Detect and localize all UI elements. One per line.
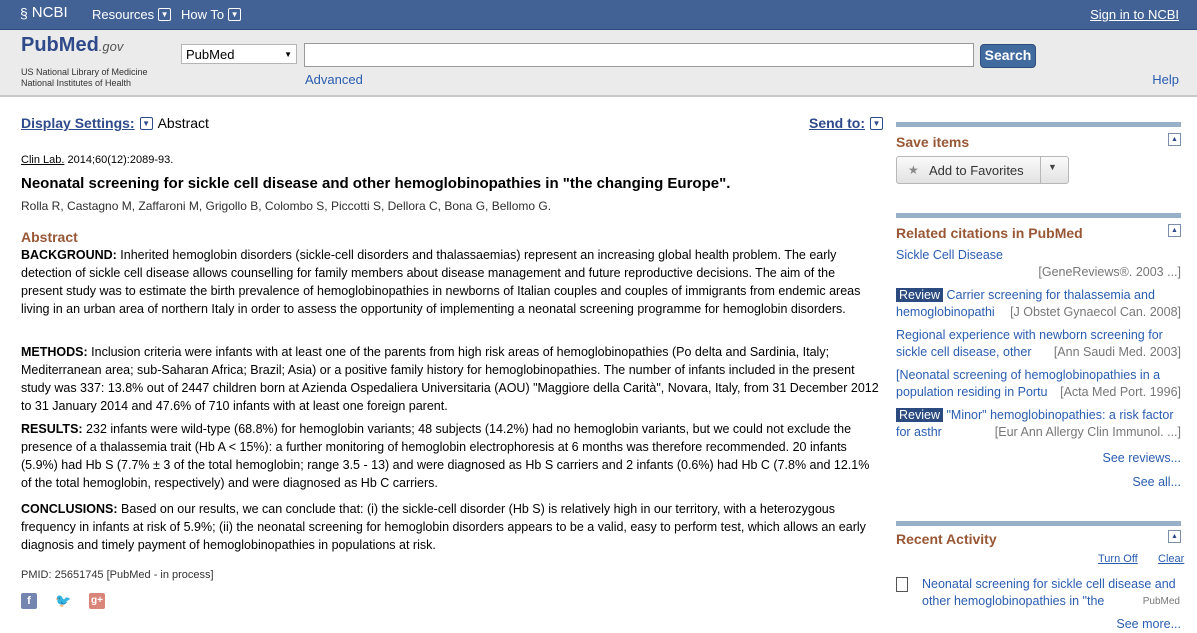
author-link[interactable]: Piccotti S [330,199,381,213]
ncbi-home-link[interactable]: § NCBI [20,4,68,21]
send-to-link[interactable]: Send to: [809,115,865,131]
sign-in-link[interactable]: Sign in to NCBI [1090,7,1179,22]
chevron-down-icon: ▼ [228,8,241,21]
ncbi-topbar [0,0,1197,30]
collapse-icon[interactable]: ▲ [1168,224,1181,237]
send-to [809,115,883,131]
article-title: Neonatal screening for sickle cell disease and other hemoglobinopathies in "the changing Europe". [21,175,731,192]
google-plus-icon[interactable]: g+ [89,593,105,609]
collapse-icon[interactable]: ▲ [1168,530,1181,543]
search-input[interactable] [304,43,974,67]
review-badge: Review [896,408,943,422]
ncbi-logo-icon: § [20,4,28,21]
author-link[interactable]: Bona G [444,199,486,213]
author-link[interactable]: Dellora C [387,199,438,213]
advanced-search-link[interactable]: Advanced [305,72,363,87]
document-icon [896,577,908,592]
help-link[interactable]: Help [1152,72,1179,87]
citation: Clin Lab. 2014;60(12):2089-93. [21,154,174,166]
display-settings-link[interactable]: Display Settings: [21,115,135,131]
related-citations-panel [896,213,1181,493]
related-item[interactable]: Review Carrier screening for thalassemia and hemoglobinopathi [J Obstet Gynaecol Can. 2008] [896,288,1181,319]
abstract-conclusions: CONCLUSIONS: Based on our results, we can conclude that: (i) the sickle-cell disorder (Hb S) is relatively high in our territory, with a heterozygous frequency in infants at risk of 5.9%; (ii) the neonatal screening for hemoglobin disorders appears to be a valid, easy to perform test, which allows an early diagnosis and timely payment of hemoglobinopathies in populations at risk. [21,502,866,552]
pubmed-header [0,30,1197,97]
social-share [21,593,105,609]
author-link[interactable]: Bellomo G [491,199,548,213]
dropdown-caret-icon[interactable]: ▼ [1048,162,1057,172]
chevron-down-icon[interactable]: ▼ [140,117,153,130]
author-link[interactable]: Castagno M [67,199,132,213]
howto-menu[interactable]: How To ▼ [181,7,241,22]
author-list: Rolla R, Castagno M, Zaffaroni M, Grigollo B, Colombo S, Piccotti S, Dellora C, Bona G, Bellomo G. [21,199,552,213]
save-items-title: Save items [896,134,970,150]
chevron-down-icon: ▼ [158,8,171,21]
chevron-down-icon[interactable]: ▼ [870,117,883,130]
abstract-methods: METHODS: Inclusion criteria were infants with at least one of the parents from high risk areas of hemoglobinopathies (Po delta and Sardinia, Italy; Mediterranean area; sub-Saharan Africa; Brazil; Asia) or a positive family history for hemoglobinopathies. The number of infants included in the present study was 337: 13.8% out of 2447 children born at Azienda Ospedaliera Universitaria (AOU) "Maggiore della Carità", Novara, Italy, from 31 December 2012 to 31 January 2014 and 47.6% of 710 infants with at least one foreign parent. [21,345,879,413]
recent-activity-title: Recent Activity [896,531,997,547]
see-reviews-link[interactable]: See reviews... [1102,451,1181,465]
display-settings [21,115,209,131]
abstract-background: BACKGROUND: Inherited hemoglobin disorders (sickle-cell disorders and thalassaemias) represent an increasing global health problem. The early detection of sickle cell disease allows counselling for family members about disease management and future reproductive decisions. The aim of the present study was to estimate the birth prevalence of hemoglobinopathies in newborns of Italian couples and couples of immigrants from endemic areas living in an urban area of northern Italy in order to assess the opportunity of implementing a neonatal screening programme for hemoglobin disorders. [21,248,861,316]
dropdown-caret-icon: ▼ [284,50,292,59]
twitter-icon[interactable]: 🐦 [55,593,72,608]
author-link[interactable]: Rolla R [21,199,61,213]
pubmed-logo[interactable]: PubMed.gov US National Library of Medicine National Institutes of Health [21,34,148,88]
abstract-results: RESULTS: 232 infants were wild-type (68.8%) for hemoglobin variants; 48 subjects (14.2%) had no hemoglobin variants, but we could not exclude the presence of a thalassemia trait (Hb A < 15%): a further monitoring of hemoglobin electrophoresis at 6 months was therefore recommended. 20 infants (5.9%) had Hb S (7.7% ± 3 of the total hemoglobin; range 3.5 - 13) and were diagnosed as Hb S carriers and 2 infants (0.6%) had Hb C (7.8% and 12.1% of the total hemoglobin, respectively) and were diagnosed as Hb C carriers. [21,422,870,490]
author-link[interactable]: Zaffaroni M [138,199,199,213]
save-items-panel [896,122,1181,222]
author-link[interactable]: Colombo S [264,199,325,213]
related-item[interactable]: [Neonatal screening of hemoglobinopathies in a population residing in Portu [Acta Med Port. 1996] [896,368,1181,399]
recent-item[interactable]: Neonatal screening for sickle cell disease and other hemoglobinopathies in "the PubMed [922,577,1180,608]
recent-activity-panel [896,521,1185,633]
database-select[interactable]: PubMed ▼ [181,44,297,64]
search-button[interactable]: Search [980,44,1036,68]
see-more-link[interactable]: See more... [1116,617,1181,631]
nlm-text: US National Library of Medicine National Institutes of Health [21,67,148,88]
related-citations-title: Related citations in PubMed [896,225,1083,241]
star-icon: ★ [908,163,919,177]
clear-link[interactable]: Clear [1158,553,1185,565]
abstract-heading: Abstract [21,229,78,245]
pmid-text: PMID: 25651745 [PubMed - in process] [21,569,214,581]
resources-menu[interactable]: Resources ▼ [92,7,171,22]
author-link[interactable]: Grigollo B [205,199,259,213]
related-item[interactable]: Regional experience with newborn screening for sickle cell disease, other [Ann Saudi Med. 2003] [896,328,1181,359]
journal-link[interactable]: Clin Lab. [21,154,65,166]
review-badge: Review [896,288,943,302]
turn-off-link[interactable]: Turn Off [1098,553,1138,565]
related-item[interactable]: Sickle Cell Disease [GeneReviews®. 2003 ...] [896,248,1181,279]
main-content [0,97,1197,633]
related-item[interactable]: Review "Minor" hemoglobinopathies: a risk factor for asthr [Eur Ann Allergy Clin Immunol. ...] [896,408,1181,439]
facebook-icon[interactable]: f [21,593,37,609]
collapse-icon[interactable]: ▲ [1168,133,1181,146]
see-all-link[interactable]: See all... [1132,475,1181,489]
add-to-favorites-button[interactable]: ★ Add to Favorites ▼ [896,156,1069,184]
display-mode: Abstract [157,115,209,131]
